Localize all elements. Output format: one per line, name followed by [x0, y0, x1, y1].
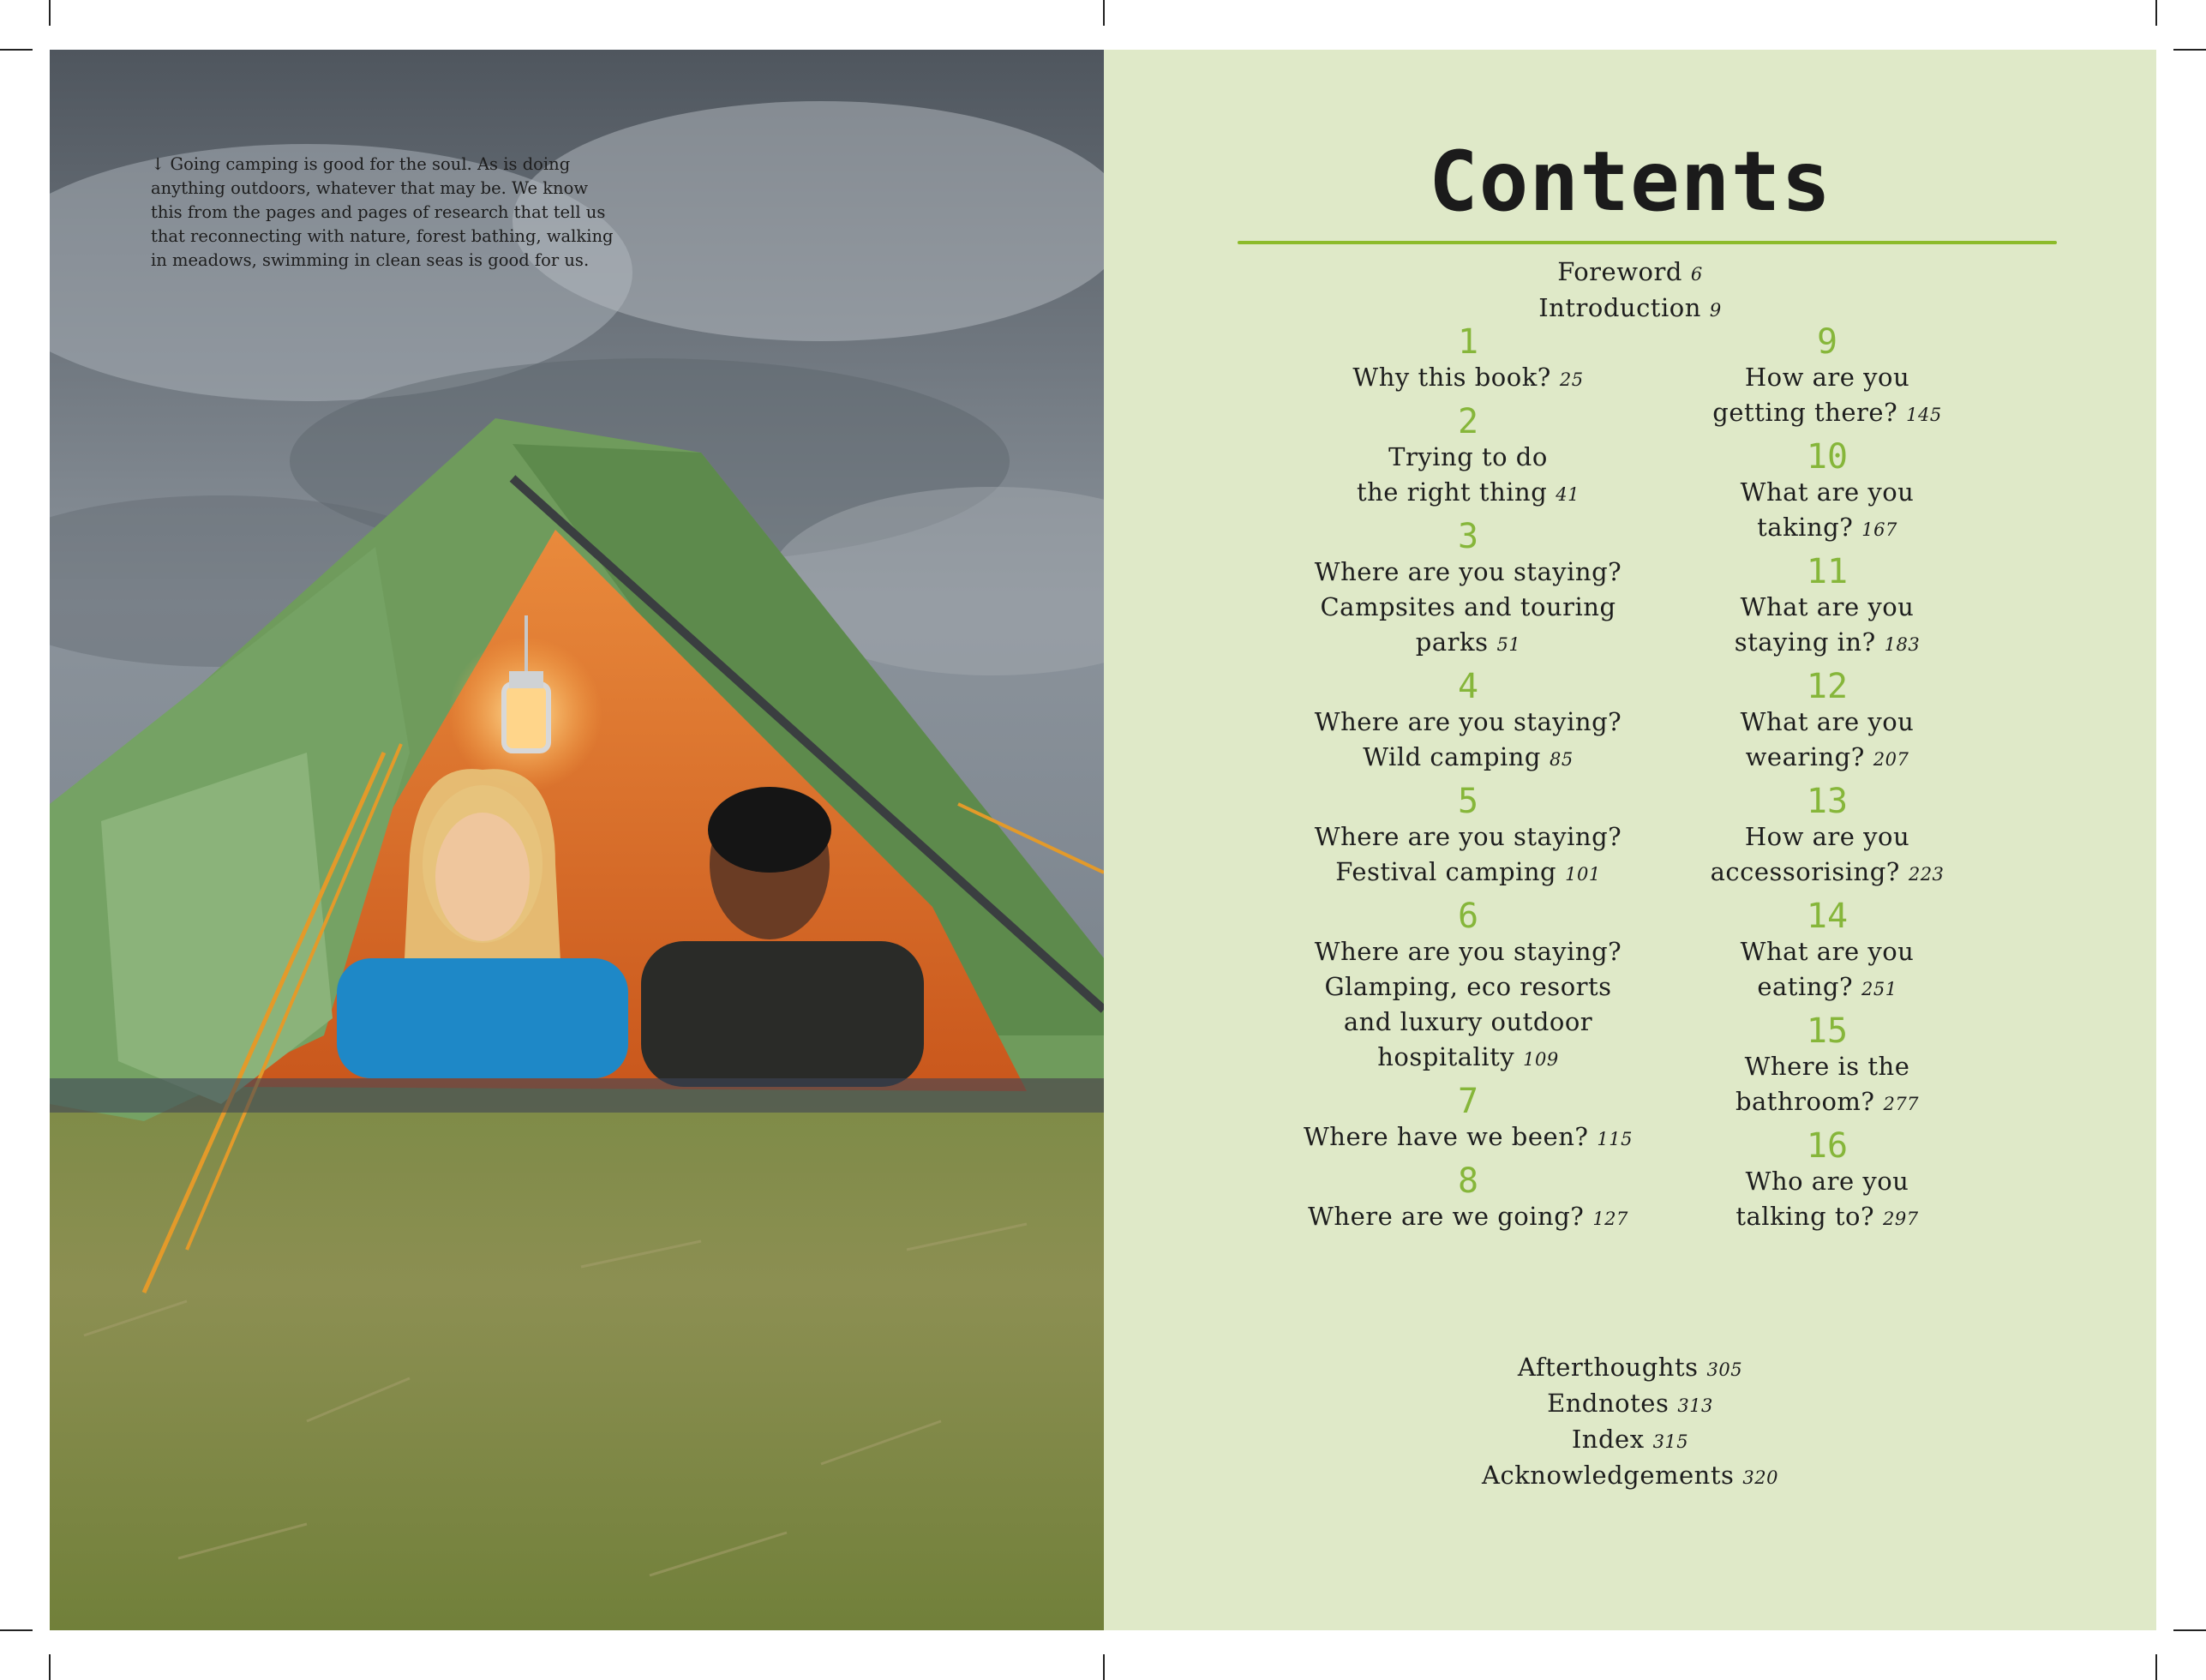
- back-matter-item: [1104, 1387, 2156, 1423]
- chapter-title-line: [1622, 705, 2033, 740]
- chapter-entry: [1622, 324, 2033, 433]
- page-number: 277: [1883, 1094, 1920, 1114]
- page-number: 51: [1496, 634, 1521, 655]
- page-number: 6: [1690, 264, 1703, 285]
- chapter-entry: [1622, 1128, 2033, 1237]
- page-number: 109: [1523, 1049, 1559, 1070]
- chapter-number: 2: [1457, 402, 1479, 441]
- chapter-number: 14: [1806, 897, 1849, 936]
- chapter-entry: [1622, 439, 2033, 548]
- front-matter-list: [1104, 255, 2156, 327]
- chapter-column-right: [1622, 324, 2033, 1243]
- chapter-title-line-text: staying in?: [1734, 627, 1876, 657]
- chapter-title-line-text: What are you: [1740, 937, 1915, 966]
- chapter-title-line-text: hospitality: [1377, 1042, 1515, 1071]
- back-matter-list: [1104, 1351, 2156, 1495]
- chapter-title-line: [1262, 555, 1674, 590]
- chapter-title-line-text: Where is the: [1744, 1052, 1910, 1081]
- chapter-title-line: [1262, 1199, 1674, 1237]
- page-number: 207: [1873, 749, 1909, 770]
- chapter-number: 9: [1816, 322, 1838, 362]
- chapter-title-line: [1622, 969, 2033, 1007]
- page-number: 183: [1884, 634, 1921, 655]
- crop-mark: [0, 1629, 33, 1631]
- chapter-title-line-text: Where are you staying?: [1314, 937, 1622, 966]
- page-number: 115: [1597, 1129, 1634, 1149]
- page-number: 9: [1709, 300, 1722, 321]
- crop-mark: [49, 0, 51, 26]
- page-number: 305: [1706, 1359, 1743, 1380]
- back-matter-item-text: Index: [1571, 1425, 1645, 1454]
- chapter-entry: [1262, 898, 1674, 1077]
- crop-mark: [49, 1654, 51, 1680]
- chapter-title-line: [1622, 475, 2033, 510]
- front-matter-item-text: Foreword: [1557, 257, 1682, 286]
- chapter-title-line-text: bathroom?: [1735, 1087, 1875, 1116]
- photo-caption: ↓ Going camping is good for the soul. As is doing anything outdoors, whatever that may be. We know this from the pages and pages of research that tell us that reconnecting with nature, forest bathing, walking in meadows, swimming in clean seas is good for us.: [151, 154, 614, 270]
- chapter-title-line-text: taking?: [1757, 513, 1854, 542]
- chapter-entry: [1262, 519, 1674, 663]
- chapter-title-line: [1622, 1164, 2033, 1199]
- crop-mark: [0, 49, 33, 51]
- chapter-number: 7: [1457, 1082, 1479, 1121]
- chapter-column-left: [1262, 324, 1674, 1243]
- chapter-title-line-text: What are you: [1740, 592, 1915, 621]
- page-number: 127: [1592, 1209, 1628, 1229]
- chapter-title-line: [1622, 1199, 2033, 1237]
- chapter-entry: [1622, 1013, 2033, 1122]
- chapter-title-line-text: and luxury outdoor: [1343, 1007, 1593, 1036]
- page-number: 320: [1742, 1467, 1778, 1488]
- chapter-title-line: [1622, 855, 2033, 892]
- chapter-title-line-text: Who are you: [1745, 1167, 1909, 1196]
- tent-photo: [50, 50, 1104, 1630]
- title-underline: [1238, 241, 2057, 244]
- chapter-title-line: [1622, 510, 2033, 548]
- chapter-title-line-text: Where are you staying?: [1314, 707, 1622, 736]
- chapter-title-line-text: Where are you staying?: [1314, 557, 1622, 586]
- chapter-number: 13: [1806, 782, 1849, 821]
- crop-mark: [2155, 1654, 2157, 1680]
- chapter-title-line-text: parks: [1415, 627, 1489, 657]
- chapter-number: 6: [1457, 897, 1479, 936]
- back-matter-item: [1104, 1459, 2156, 1495]
- back-matter-item: [1104, 1423, 2156, 1459]
- page-title: Contents: [1428, 134, 1832, 230]
- front-matter-item: [1104, 255, 2156, 291]
- chapter-title-line: [1262, 969, 1674, 1005]
- chapter-entry: [1622, 554, 2033, 663]
- page-number: 167: [1861, 519, 1897, 540]
- chapter-title-line: [1262, 855, 1674, 892]
- chapter-number: 16: [1806, 1126, 1849, 1166]
- page-number: 41: [1556, 484, 1580, 505]
- chapter-number: 5: [1457, 782, 1479, 821]
- chapter-entry: [1262, 404, 1674, 513]
- chapter-entry: [1262, 783, 1674, 892]
- chapter-title-line-text: getting there?: [1712, 398, 1898, 427]
- chapter-title-line-text: What are you: [1740, 707, 1915, 736]
- chapter-title-line: [1262, 475, 1674, 513]
- chapter-title-line: [1262, 705, 1674, 740]
- chapter-title-line: [1622, 1049, 2033, 1084]
- page-number: 101: [1565, 864, 1601, 885]
- chapter-entry: [1622, 669, 2033, 777]
- chapter-title-line: [1262, 1005, 1674, 1040]
- chapter-title-line: [1262, 740, 1674, 777]
- chapter-title-line: [1622, 625, 2033, 663]
- chapter-entry: [1262, 1083, 1674, 1157]
- back-matter-item-text: Acknowledgements: [1482, 1461, 1735, 1490]
- chapter-title-line: [1262, 590, 1674, 625]
- chapter-entry: [1262, 324, 1674, 398]
- chapter-title-line: [1622, 1084, 2033, 1122]
- chapter-title-line-text: Campsites and touring: [1320, 592, 1616, 621]
- chapter-title-line-text: Where are we going?: [1308, 1202, 1585, 1231]
- chapter-title-line: [1622, 740, 2033, 777]
- front-matter-item-text: Introduction: [1538, 293, 1701, 322]
- chapter-title-line-text: Festival camping: [1335, 857, 1557, 886]
- crop-mark: [2155, 0, 2157, 26]
- chapter-title-line-text: How are you: [1744, 822, 1910, 851]
- back-matter-item-text: Afterthoughts: [1517, 1353, 1699, 1382]
- crop-mark: [2173, 49, 2206, 51]
- chapter-title-line-text: Trying to do: [1388, 442, 1548, 471]
- chapter-title-line-text: How are you: [1744, 363, 1910, 392]
- chapter-title-line-text: Where have we been?: [1303, 1122, 1589, 1151]
- back-matter-item-text: Endnotes: [1547, 1389, 1669, 1418]
- chapter-title-line-text: Where are you staying?: [1314, 822, 1622, 851]
- page-number: 145: [1906, 405, 1942, 425]
- crop-mark: [1103, 0, 1105, 26]
- crop-mark: [2173, 1629, 2206, 1631]
- chapter-title-line: [1622, 590, 2033, 625]
- page-number: 315: [1652, 1431, 1689, 1452]
- chapter-title-line: [1262, 1040, 1674, 1077]
- chapter-number: 12: [1806, 667, 1849, 706]
- page-number: 313: [1677, 1395, 1713, 1416]
- chapter-title-line: [1262, 934, 1674, 969]
- chapter-title-line-text: Glamping, eco resorts: [1324, 972, 1612, 1001]
- page-number: 223: [1908, 864, 1945, 885]
- chapter-title-line-text: What are you: [1740, 477, 1915, 507]
- chapter-title-line-text: the right thing: [1356, 477, 1548, 507]
- front-matter-item: [1104, 291, 2156, 327]
- back-matter-item: [1104, 1351, 2156, 1387]
- photo-page: [50, 50, 1104, 1630]
- page-number: 85: [1550, 749, 1574, 770]
- chapter-number: 10: [1806, 437, 1849, 477]
- chapter-title-line-text: eating?: [1757, 972, 1854, 1001]
- chapter-number: 4: [1457, 667, 1479, 706]
- page-number: 25: [1559, 369, 1584, 390]
- page-number: 297: [1883, 1209, 1919, 1229]
- chapter-number: 8: [1457, 1161, 1479, 1201]
- chapter-entry: [1262, 669, 1674, 777]
- chapter-title-line-text: accessorising?: [1710, 857, 1900, 886]
- chapter-entry: [1622, 783, 2033, 892]
- chapter-title-line-text: talking to?: [1735, 1202, 1875, 1231]
- chapter-title-line: [1622, 395, 2033, 433]
- chapter-title-line: [1622, 934, 2033, 969]
- chapter-title-line: [1622, 819, 2033, 855]
- chapter-number: 11: [1806, 552, 1849, 591]
- chapter-number: 3: [1457, 517, 1479, 556]
- chapter-title-line: [1262, 440, 1674, 475]
- page-number: 251: [1861, 979, 1897, 999]
- chapter-title-line-text: wearing?: [1745, 742, 1865, 771]
- chapter-number: 15: [1806, 1011, 1849, 1051]
- chapter-title-line: [1262, 819, 1674, 855]
- chapter-entry: [1622, 898, 2033, 1007]
- chapter-title-line: [1262, 360, 1674, 398]
- contents-page: [1104, 50, 2156, 1630]
- chapter-title-line: [1622, 360, 2033, 395]
- chapter-title-line-text: Wild camping: [1363, 742, 1541, 771]
- chapter-number: 1: [1457, 322, 1479, 362]
- chapter-title-line: [1262, 625, 1674, 663]
- chapter-title-line: [1262, 1119, 1674, 1157]
- chapter-entry: [1262, 1163, 1674, 1237]
- chapter-title-line-text: Why this book?: [1352, 363, 1551, 392]
- crop-mark: [1103, 1654, 1105, 1680]
